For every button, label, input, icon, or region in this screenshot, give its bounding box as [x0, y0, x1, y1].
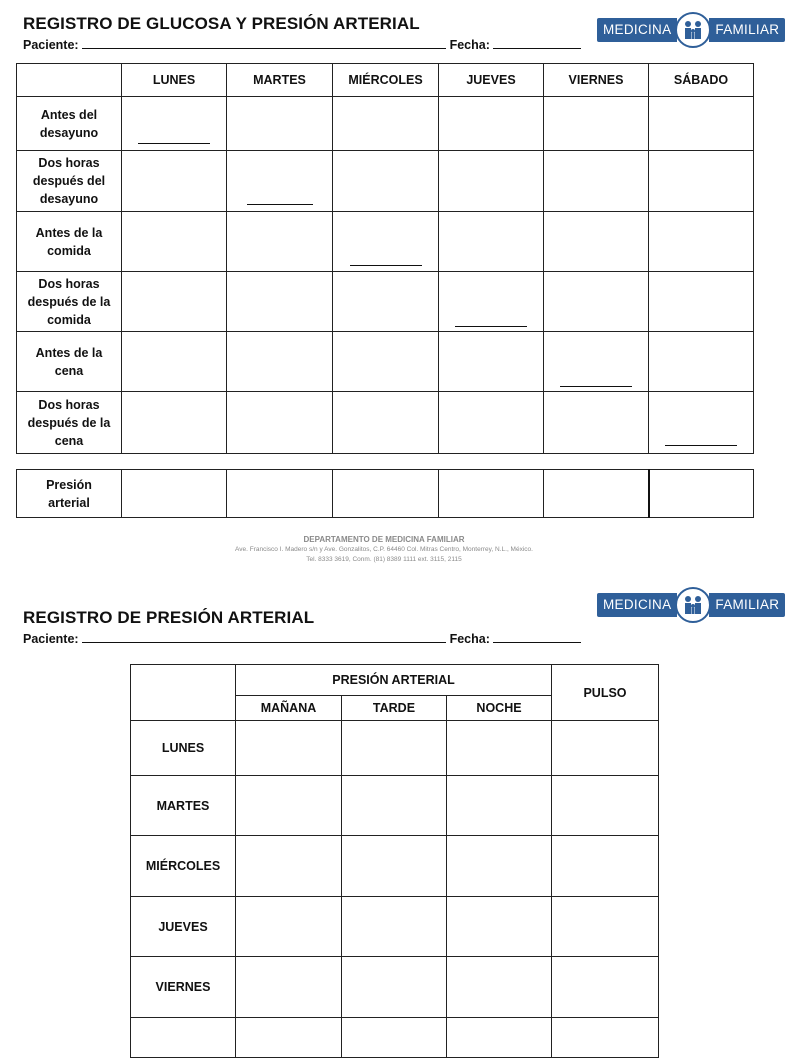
date-label: Fecha: — [449, 38, 490, 52]
entry-cell[interactable] — [447, 957, 552, 1018]
table-header-row — [131, 665, 659, 696]
entry-cell[interactable] — [447, 897, 552, 957]
table-header-row — [17, 64, 754, 97]
row-label: Antes de la comida — [17, 212, 122, 272]
entry-cell[interactable] — [333, 470, 439, 518]
entry-cell[interactable] — [439, 212, 544, 272]
entry-cell[interactable] — [439, 151, 544, 212]
form1-patient-line — [23, 37, 581, 52]
time-header: TARDE — [342, 696, 447, 721]
day-header: VIERNES — [544, 64, 649, 97]
entry-cell[interactable] — [447, 836, 552, 897]
corner-cell — [17, 64, 122, 97]
write-line — [665, 445, 737, 446]
table-row — [17, 332, 754, 392]
day-label: MARTES — [131, 776, 236, 836]
entry-cell[interactable] — [333, 272, 439, 332]
day-header: LUNES — [122, 64, 227, 97]
entry-cell[interactable] — [122, 470, 227, 518]
medicina-familiar-logo — [597, 12, 785, 48]
entry-cell[interactable] — [342, 776, 447, 836]
entry-cell[interactable] — [227, 332, 333, 392]
entry-cell[interactable] — [342, 721, 447, 776]
entry-cell[interactable] — [227, 151, 333, 212]
entry-cell[interactable] — [227, 212, 333, 272]
pulse-header: PULSO — [552, 665, 659, 721]
entry-cell[interactable] — [439, 272, 544, 332]
table-row — [17, 392, 754, 454]
entry-cell[interactable] — [333, 392, 439, 454]
logo-left-text: MEDICINA — [597, 18, 677, 42]
entry-cell[interactable] — [227, 470, 333, 518]
day-label — [131, 1018, 236, 1058]
entry-cell[interactable] — [333, 332, 439, 392]
entry-cell[interactable] — [122, 332, 227, 392]
table-row — [17, 151, 754, 212]
entry-cell[interactable] — [122, 392, 227, 454]
entry-cell[interactable] — [122, 97, 227, 151]
entry-cell[interactable] — [447, 1018, 552, 1058]
patient-label: Paciente: — [23, 632, 79, 646]
write-line — [455, 326, 527, 327]
form2-patient-line — [23, 631, 581, 646]
table-row — [131, 957, 659, 1018]
entry-cell[interactable] — [236, 1018, 342, 1058]
entry-cell[interactable] — [649, 97, 754, 151]
entry-cell[interactable] — [236, 776, 342, 836]
table-row — [17, 212, 754, 272]
footer — [0, 535, 768, 565]
write-line — [560, 386, 632, 387]
time-header: NOCHE — [447, 696, 552, 721]
entry-cell[interactable] — [544, 97, 649, 151]
entry-cell[interactable] — [236, 721, 342, 776]
date-field[interactable] — [493, 37, 581, 49]
row-label: Antes del desayuno — [17, 97, 122, 151]
entry-cell[interactable] — [552, 721, 659, 776]
time-header: MAÑANA — [236, 696, 342, 721]
table-row — [131, 721, 659, 776]
logo-right-text: FAMILIAR — [709, 593, 785, 617]
entry-cell[interactable] — [552, 776, 659, 836]
family-emblem-icon — [675, 587, 711, 623]
entry-cell[interactable] — [649, 272, 754, 332]
entry-cell[interactable] — [649, 332, 754, 392]
entry-cell[interactable] — [439, 332, 544, 392]
weekly-bp-table — [130, 664, 659, 1058]
entry-cell[interactable] — [544, 470, 649, 518]
table-row — [131, 836, 659, 897]
entry-cell[interactable] — [447, 776, 552, 836]
entry-cell[interactable] — [439, 392, 544, 454]
bp-group-header: PRESIÓN ARTERIAL — [236, 665, 552, 696]
day-label: JUEVES — [131, 897, 236, 957]
logo-right-text: FAMILIAR — [709, 18, 785, 42]
entry-cell[interactable] — [544, 332, 649, 392]
row-label: Antes de la cena — [17, 332, 122, 392]
entry-cell[interactable] — [439, 470, 544, 518]
write-line — [138, 143, 210, 144]
day-label: LUNES — [131, 721, 236, 776]
entry-cell[interactable] — [649, 392, 754, 454]
entry-cell[interactable] — [544, 272, 649, 332]
table-row — [131, 897, 659, 957]
day-header: SÁBADO — [649, 64, 754, 97]
entry-cell[interactable] — [333, 97, 439, 151]
entry-cell[interactable] — [552, 957, 659, 1018]
glucose-table — [16, 63, 754, 454]
patient-field[interactable] — [82, 37, 446, 49]
entry-cell[interactable] — [342, 1018, 447, 1058]
entry-cell[interactable] — [552, 1018, 659, 1058]
form2-title: REGISTRO DE PRESIÓN ARTERIAL — [23, 608, 315, 627]
day-header: MARTES — [227, 64, 333, 97]
entry-cell[interactable] — [236, 836, 342, 897]
entry-cell[interactable] — [236, 957, 342, 1018]
day-header: JUEVES — [439, 64, 544, 97]
entry-cell[interactable] — [333, 212, 439, 272]
footer-phone: Tel. 8333 3619, Conm. (81) 8389 1111 ext. 3115, 2115 — [306, 556, 462, 563]
entry-cell[interactable] — [649, 151, 754, 212]
table-row — [17, 470, 754, 518]
table-row — [131, 776, 659, 836]
entry-cell[interactable] — [552, 897, 659, 957]
entry-cell[interactable] — [227, 97, 333, 151]
entry-cell[interactable] — [447, 721, 552, 776]
entry-cell[interactable] — [544, 151, 649, 212]
entry-cell[interactable] — [552, 836, 659, 897]
row-label: Presión arterial — [17, 470, 122, 518]
row-label: Dos horas después del desayuno — [17, 151, 122, 212]
entry-cell[interactable] — [227, 272, 333, 332]
patient-label: Paciente: — [23, 38, 79, 52]
footer-department: DEPARTAMENTO DE MEDICINA FAMILIAR — [303, 535, 465, 544]
entry-cell[interactable] — [342, 836, 447, 897]
table-row — [17, 272, 754, 332]
table-row — [131, 1018, 659, 1058]
write-line — [247, 204, 313, 205]
blood-pressure-row-table — [16, 469, 754, 518]
medicina-familiar-logo — [597, 587, 785, 623]
entry-cell[interactable] — [342, 957, 447, 1018]
entry-cell[interactable] — [439, 97, 544, 151]
logo-left-text: MEDICINA — [597, 593, 677, 617]
day-label: VIERNES — [131, 957, 236, 1018]
entry-cell[interactable] — [649, 470, 754, 518]
footer-address: Ave. Francisco I. Madero s/n y Ave. Gonzalitos, C.P. 64460 Col. Mitras Centro, Monterrey, N.L., México. — [235, 546, 533, 553]
corner-cell — [131, 665, 236, 721]
date-label: Fecha: — [449, 632, 490, 646]
day-header: MIÉRCOLES — [333, 64, 439, 97]
date-field[interactable] — [493, 631, 581, 643]
entry-cell[interactable] — [122, 272, 227, 332]
entry-cell[interactable] — [236, 897, 342, 957]
entry-cell[interactable] — [544, 392, 649, 454]
entry-cell[interactable] — [342, 897, 447, 957]
family-emblem-icon — [675, 12, 711, 48]
entry-cell[interactable] — [122, 212, 227, 272]
entry-cell[interactable] — [122, 151, 227, 212]
table-row — [17, 97, 754, 151]
entry-cell[interactable] — [544, 212, 649, 272]
day-label: MIÉRCOLES — [131, 836, 236, 897]
entry-cell[interactable] — [333, 151, 439, 212]
write-line — [350, 265, 422, 266]
entry-cell[interactable] — [649, 212, 754, 272]
patient-field[interactable] — [82, 631, 446, 643]
row-label: Dos horas después de la comida — [17, 272, 122, 332]
row-label: Dos horas después de la cena — [17, 392, 122, 454]
form1-title: REGISTRO DE GLUCOSA Y PRESIÓN ARTERIAL — [23, 14, 420, 33]
entry-cell[interactable] — [227, 392, 333, 454]
